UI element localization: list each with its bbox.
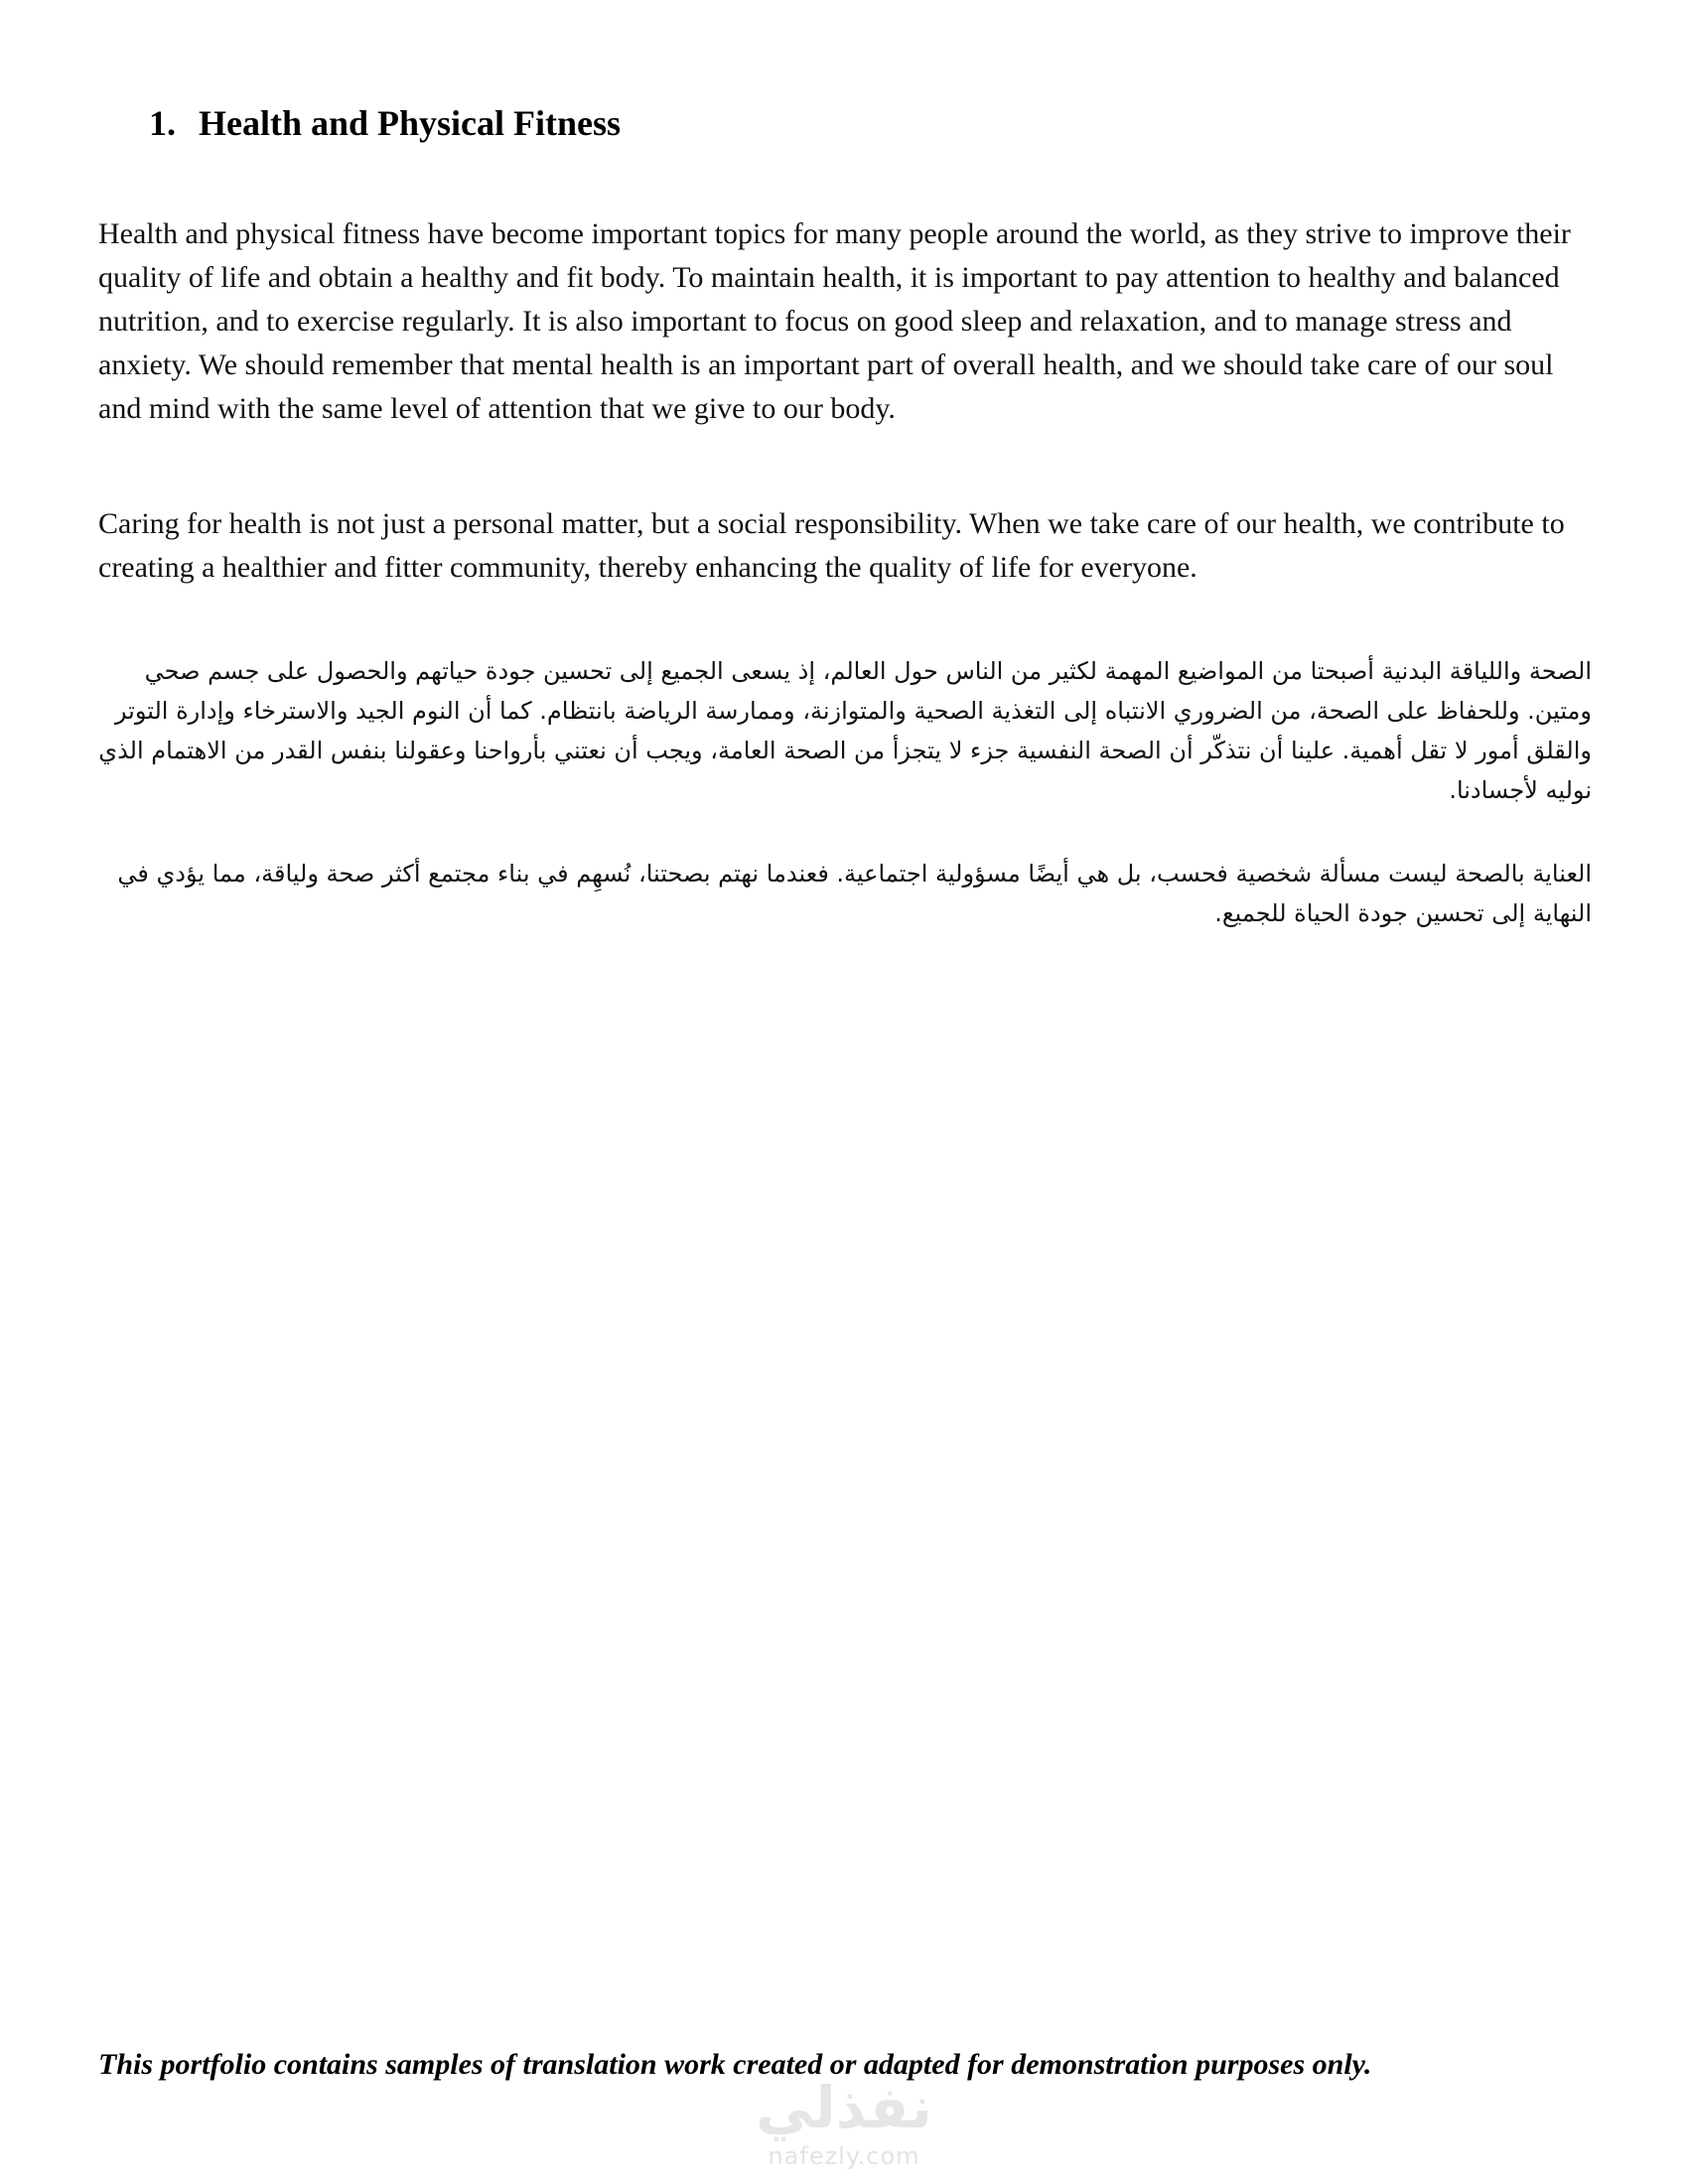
- portfolio-disclaimer: This portfolio contains samples of translation work created or adapted for demonstration purposes only.: [98, 2048, 1372, 2081]
- section-title: Health and Physical Fitness: [199, 103, 622, 143]
- english-paragraph-1: Health and physical fitness have become important topics for many people around the world, as they strive to improve their quality of life and obtain a healthy and fit body. To maintain health, it is important to pay attention to healthy and balanced nutrition, and to exercise regularly. It is also important to focus on good sleep and relaxation, and to manage stress and anxiety. We should remember that mental health is an important part of overall health, and we should take care of our soul and mind with the same level of attention that we give to our body.: [98, 217, 1571, 425]
- watermark-url: nafezly.com: [768, 2142, 920, 2170]
- arabic-paragraph-1: الصحة واللياقة البدنية أصبحتا من المواضيع المهمة لكثير من الناس حول العالم، إذ يسعى الجميع إلى تحسين جودة حياتهم والحصول على جسم صحي ومتين. وللحفاظ على الصحة، من الضروري الانتباه إلى التغذية الصحية والمتوازنة، وممارسة الرياضة بانتظام. كما أن النوم الجيد والاسترخاء وإدارة التوتر والقلق أمور لا تقل أهمية. علينا أن نتذكّر أن الصحة النفسية جزء لا يتجزأ من الصحة العامة، ويجب أن نعتني بأرواحنا وعقولنا بنفس القدر من الاهتمام الذي نوليه لأجسادنا.: [98, 657, 1592, 804]
- arabic-paragraph-2: العناية بالصحة ليست مسألة شخصية فحسب، بل هي أيضًا مسؤولية اجتماعية. فعندما نهتم بصحتنا، نُسهِم في بناء مجتمع أكثر صحة ولياقة، مما يؤدي في النهاية إلى تحسين جودة الحياة للجميع.: [117, 860, 1592, 927]
- english-paragraph-2: Caring for health is not just a personal matter, but a social responsibility. When we take care of our health, we contribute to creating a healthier and fitter community, thereby enhancing the quality of life for everyone.: [98, 507, 1565, 584]
- watermark-logo: نفذلي: [756, 2074, 932, 2141]
- nafezly-watermark: [735, 2073, 953, 2182]
- section-number: 1.: [149, 103, 176, 143]
- section-heading: [149, 99, 621, 147]
